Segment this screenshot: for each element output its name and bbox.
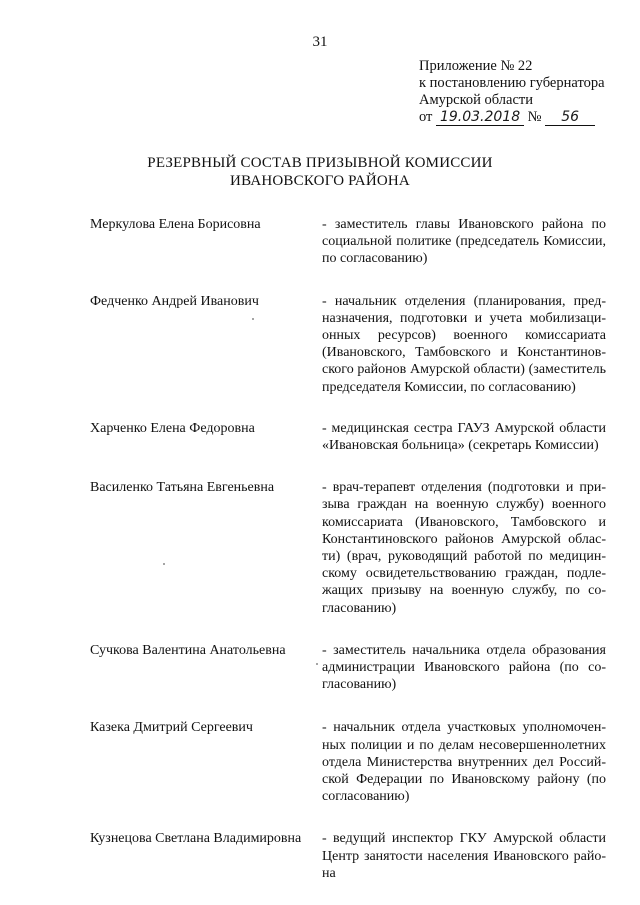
page-number: 31 <box>312 34 328 50</box>
member-name: Меркулова Елена Борисовна <box>90 217 261 232</box>
handwritten-date: 19.03.2018 <box>436 110 524 126</box>
member-name: Василенко Татьяна Евгеньевна <box>90 480 275 496</box>
scan-speck <box>252 318 254 320</box>
member-role: - врач-терапевт отделения (подготовки и призыва граждан на военную службу) военного комиссариата (Ивановского, Тамбовского и Константиновского районов Амурской области) (врач, руководящий работой по медицинскому освидетельствованию граждан, подлежащих призыву на военную службу, по согласованию) <box>322 480 606 616</box>
member-row <box>90 719 610 805</box>
title-line-2: ИВАНОВСКОГО РАЙОНА <box>230 173 410 189</box>
member-row <box>90 293 610 396</box>
member-role: - начальник отдела участковых уполномоченных полиции и по делам несовершеннолетних отдела Министерства внутренних дел Российской Федерации по Ивановскому району (по согласованию) <box>322 720 606 805</box>
handwritten-number: 56 <box>545 110 595 126</box>
member-name: Федченко Андрей Иванович <box>90 293 259 309</box>
member-role: - заместитель начальника отдела образования администрации Ивановского района (по согласованию) <box>322 642 606 693</box>
number-label: № <box>527 109 542 125</box>
member-name: Кузнецова Светлана Владимировна <box>90 831 302 847</box>
document-title <box>0 154 640 190</box>
scan-speck <box>316 663 318 665</box>
title-line-1: РЕЗЕРВНЫЙ СОСТАВ ПРИЗЫВНОЙ КОМИССИИ <box>147 155 493 171</box>
appendix-date-line <box>419 109 605 126</box>
appendix-block <box>419 58 605 126</box>
appendix-line-3: Амурской области <box>419 92 533 108</box>
member-name: Казека Дмитрий Сергеевич <box>90 720 253 736</box>
scan-speck <box>163 563 165 565</box>
member-role: - медицинская сестра ГАУЗ Амурской области «Ивановская больница» (секретарь Комиссии) <box>322 420 606 454</box>
member-role: - ведущий инспектор ГКУ Амурской области Центр занятости населения Ивановского района <box>322 831 606 881</box>
member-role: - заместитель главы Ивановского района по социальной политике (председатель Комиссии, по согласованию) <box>322 217 606 267</box>
from-label: от <box>419 109 433 125</box>
member-row <box>90 479 610 617</box>
member-name: Харченко Елена Федоровна <box>90 420 255 436</box>
member-row <box>90 642 610 694</box>
appendix-line-2: к постановлению губернатора <box>419 75 605 91</box>
member-name: Сучкова Валентина Анатольевна <box>90 642 286 658</box>
member-row <box>90 830 610 882</box>
member-role: - начальник отделения (планирования, предназначения, подготовки и учета мобилизационных ресурсов) военного комиссариата (Ивановского, Тамбовского и Константиновского районов Амурской области) (заместитель председателя Комиссии, по согласованию) <box>322 293 606 395</box>
member-row <box>90 420 610 454</box>
member-row <box>90 216 610 268</box>
appendix-line-1: Приложение № 22 <box>419 58 533 74</box>
members-list <box>90 216 610 882</box>
